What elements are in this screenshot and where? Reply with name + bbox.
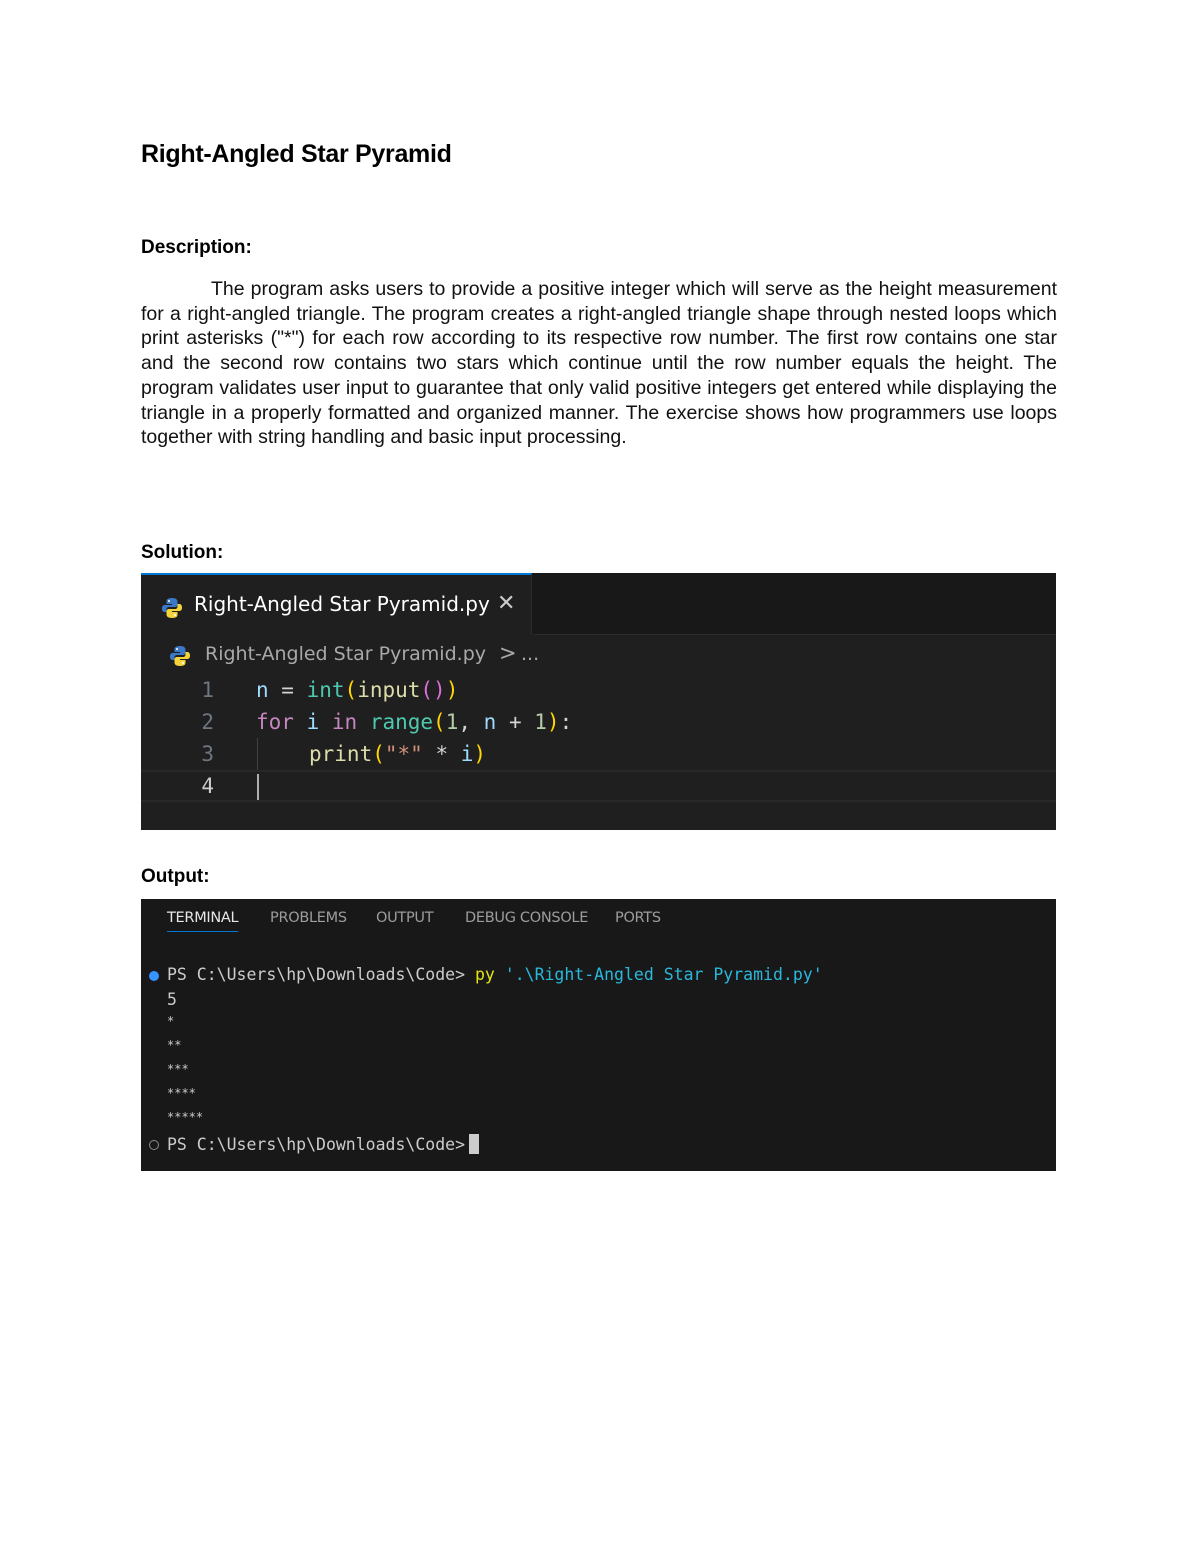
indent-guide	[257, 738, 258, 770]
tab-output[interactable]: OUTPUT	[376, 910, 434, 926]
line-number: 3	[201, 742, 214, 766]
description-heading: Description:	[141, 237, 252, 258]
description-text: The program asks users to provide a positive integer which will serve as the height measurement for a right-angled triangle. The program creates a right-angled triangle shape through nested loops which print asterisks ("*") for each row according to its respective row number. The first row contains one star and the second row contains two stars which continue until the row number equals the height. The program validates user input to guarantee that only valid positive integers get entered while displaying the triangle in a properly formatted and organized manner. The exercise shows how programmers use loops together with string handling and basic input processing.	[141, 278, 1057, 449]
token: (	[433, 710, 446, 734]
tab-bar-border	[533, 634, 1056, 635]
line-number: 4	[201, 774, 214, 798]
terminal-prompt: PS C:\Users\hp\Downloads\Code>	[167, 1135, 466, 1154]
terminal-cursor	[469, 1134, 479, 1154]
terminal-output-line: ****	[167, 1086, 196, 1100]
token: input	[357, 678, 421, 702]
terminal-screenshot	[141, 899, 1056, 1171]
token: for	[256, 710, 294, 734]
token: )	[445, 678, 459, 702]
python-icon	[161, 597, 183, 619]
breadcrumb-file[interactable]: Right-Angled Star Pyramid.py	[205, 643, 486, 665]
breadcrumb	[141, 639, 1056, 673]
close-icon[interactable]: ✕	[497, 591, 516, 616]
tab-problems[interactable]: PROBLEMS	[270, 910, 347, 926]
terminal-prompt-line[interactable]	[167, 1134, 479, 1154]
code-line-3[interactable]	[141, 738, 1056, 770]
code-line-2[interactable]	[141, 706, 1056, 738]
terminal-input-value: 5	[167, 990, 177, 1009]
terminal-output-line: *	[167, 1014, 175, 1028]
text-cursor	[257, 774, 259, 800]
pending-dot-icon	[149, 1140, 159, 1150]
editor-tab[interactable]	[141, 573, 532, 635]
code-line-4[interactable]	[141, 770, 1056, 802]
solution-heading: Solution:	[141, 542, 224, 563]
token: "*"	[384, 742, 423, 766]
editor-tab-bar	[141, 573, 1056, 635]
terminal-command: py	[474, 965, 495, 984]
token: ,	[458, 710, 484, 734]
token: i	[460, 742, 474, 766]
token: range	[369, 710, 434, 734]
python-icon	[169, 645, 191, 667]
token: in	[331, 710, 358, 734]
token: i	[293, 710, 332, 734]
chevron-right-icon: >	[499, 641, 517, 665]
token: ()	[420, 678, 446, 702]
token: 1	[445, 710, 459, 734]
terminal-argument: '.\Right-Angled Star Pyramid.py'	[504, 965, 823, 984]
token: int	[306, 678, 345, 702]
token: n	[256, 678, 269, 702]
terminal-prompt: PS C:\Users\hp\Downloads\Code>	[167, 965, 466, 984]
tab-terminal[interactable]: TERMINAL	[167, 910, 238, 932]
editor-tab-label: Right-Angled Star Pyramid.py	[194, 592, 490, 616]
line-number: 1	[201, 678, 214, 702]
code-text	[256, 678, 458, 702]
tab-ports[interactable]: PORTS	[615, 910, 661, 926]
tab-debug-console[interactable]: DEBUG CONSOLE	[465, 910, 589, 926]
terminal-tab-bar	[141, 899, 1056, 943]
token: +	[496, 710, 535, 734]
token: n	[483, 710, 497, 734]
breadcrumb-more[interactable]: ...	[521, 643, 540, 665]
success-dot-icon	[149, 971, 159, 981]
code-text	[256, 710, 572, 734]
code-editor-screenshot	[141, 573, 1056, 830]
token: :	[559, 710, 573, 734]
terminal-output-line: ***	[167, 1062, 189, 1076]
token: 1	[534, 710, 547, 734]
code-line-1[interactable]	[141, 674, 1056, 706]
token: (	[372, 742, 385, 766]
token: (	[344, 678, 358, 702]
line-number: 2	[201, 710, 214, 734]
token: )	[546, 710, 560, 734]
terminal-output-line: **	[167, 1038, 182, 1052]
terminal-command-line	[167, 965, 823, 984]
token: =	[268, 678, 307, 702]
code-text	[309, 742, 486, 766]
output-heading: Output:	[141, 866, 210, 887]
token	[357, 710, 370, 734]
token: )	[473, 742, 487, 766]
page-title: Right-Angled Star Pyramid	[141, 140, 452, 168]
terminal-output-line: *****	[167, 1110, 204, 1124]
token: *	[422, 742, 461, 766]
token: print	[309, 742, 373, 766]
